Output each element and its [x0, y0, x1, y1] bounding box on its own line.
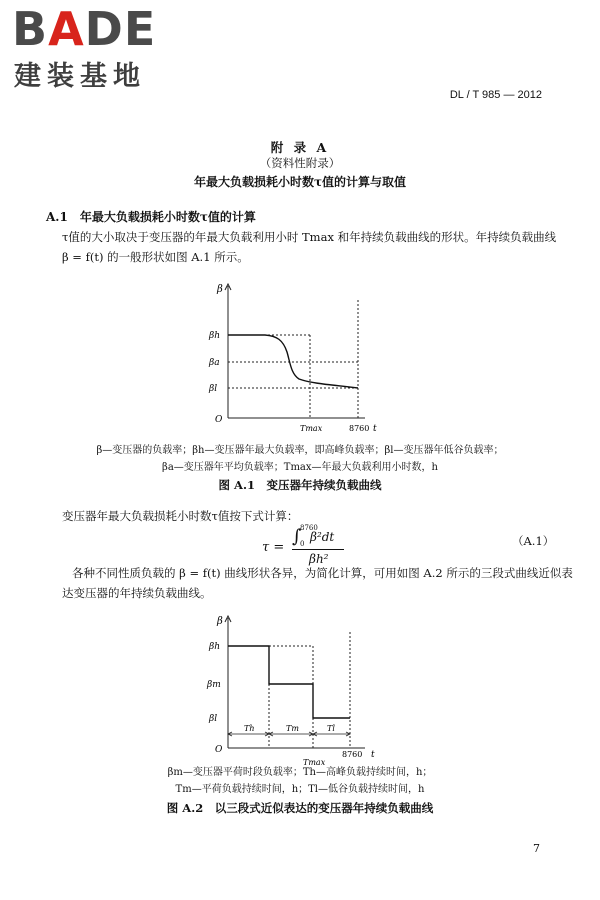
- appendix-type: （资料性附录）: [259, 156, 341, 170]
- y-axis-label: β: [217, 616, 223, 627]
- denominator: βh²: [309, 552, 329, 566]
- paragraph-1-line-1: τ值的大小取决于变压器的年最大负载利用小时 Tmax 和年持续负载曲线的形状。年持续负载曲线: [62, 230, 557, 244]
- t8760-label: 8760: [349, 424, 370, 433]
- figure-a2-caption: 图 A.2 以三段式近似表达的变压器年持续负载曲线: [166, 801, 434, 815]
- brand-logo: [12, 2, 156, 56]
- paragraph-2: 变压器年最大负载损耗小时数τ值按下式计算：: [62, 509, 299, 523]
- beta-a-label: βa: [209, 358, 220, 368]
- tmax-label: Tmax: [300, 424, 323, 433]
- tmax-label: Tmax: [303, 758, 326, 767]
- figure-a1-chart: [195, 280, 395, 440]
- section-heading: A.1 年最大负载损耗小时数τ值的计算: [46, 210, 256, 224]
- brand-subtitle: 建装基地: [14, 61, 146, 92]
- logo-accent-letter: A: [48, 2, 85, 56]
- appendix-title: 附 录 A: [270, 140, 330, 155]
- formula-lhs: τ =: [262, 540, 285, 555]
- logo-letter: B: [12, 2, 49, 56]
- logo-letters: DE: [84, 2, 157, 56]
- integral-sign: ∫: [292, 526, 302, 547]
- figure-a2-legend-line-2: Tm—平荷负载持续时间，h；Tl—低谷负载持续时间，h: [175, 784, 425, 795]
- beta-l-label: βl: [209, 384, 218, 394]
- integrand: β²dt: [310, 530, 335, 544]
- paragraph-3-line-2: 达变压器的年持续负载曲线。: [62, 586, 212, 600]
- figure-a1-legend-line-1: β—变压器的负载率；βh—变压器年最大负载率，即高峰负载率；βl—变压器年低谷负载率；: [96, 445, 504, 456]
- beta-m-label: βm: [207, 680, 221, 690]
- standard-number: DL / T 985 — 2012: [449, 89, 542, 101]
- origin-label: O: [215, 745, 223, 755]
- t8760-label: 8760: [342, 750, 363, 759]
- t-axis-label: t: [373, 424, 377, 434]
- three-step-curve: [228, 646, 350, 718]
- figure-a2-legend-line-1: βm—变压器平荷时段负载率；Th—高峰负载持续时间，h；: [167, 767, 433, 778]
- beta-h-label: βh: [209, 642, 220, 652]
- tl-label: Tl: [327, 724, 335, 733]
- figure-a1-caption: 图 A.1 变压器年持续负载曲线: [218, 478, 382, 492]
- beta-h-label: βh: [209, 331, 220, 341]
- y-axis-label: β: [217, 284, 223, 295]
- fraction-bar: [292, 549, 344, 550]
- paragraph-3-line-1: 各种不同性质负载的 β = f(t) 曲线形状各异，为简化计算，可用如图 A.2 所示的三段式曲线近似表: [72, 566, 573, 580]
- integral-lower: 0: [300, 540, 305, 548]
- t-axis-label: t: [371, 750, 375, 760]
- integral-upper: 8760: [300, 524, 318, 532]
- figure-a2-chart: [195, 612, 395, 770]
- figure-a1-legend-line-2: βa—变压器年平均负载率；Tmax—年最大负载利用小时数，h: [162, 462, 438, 473]
- origin-label: O: [215, 415, 223, 425]
- formula-number: （A.1）: [512, 534, 555, 548]
- tm-label: Tm: [286, 724, 299, 733]
- paragraph-1-line-2: β = f(t) 的一般形状如图 A.1 所示。: [62, 250, 249, 264]
- th-label: Th: [244, 724, 255, 733]
- appendix-subtitle: 年最大负载损耗小时数τ值的计算与取值: [193, 175, 407, 189]
- beta-l-label: βl: [209, 714, 218, 724]
- page-number: 7: [533, 842, 540, 855]
